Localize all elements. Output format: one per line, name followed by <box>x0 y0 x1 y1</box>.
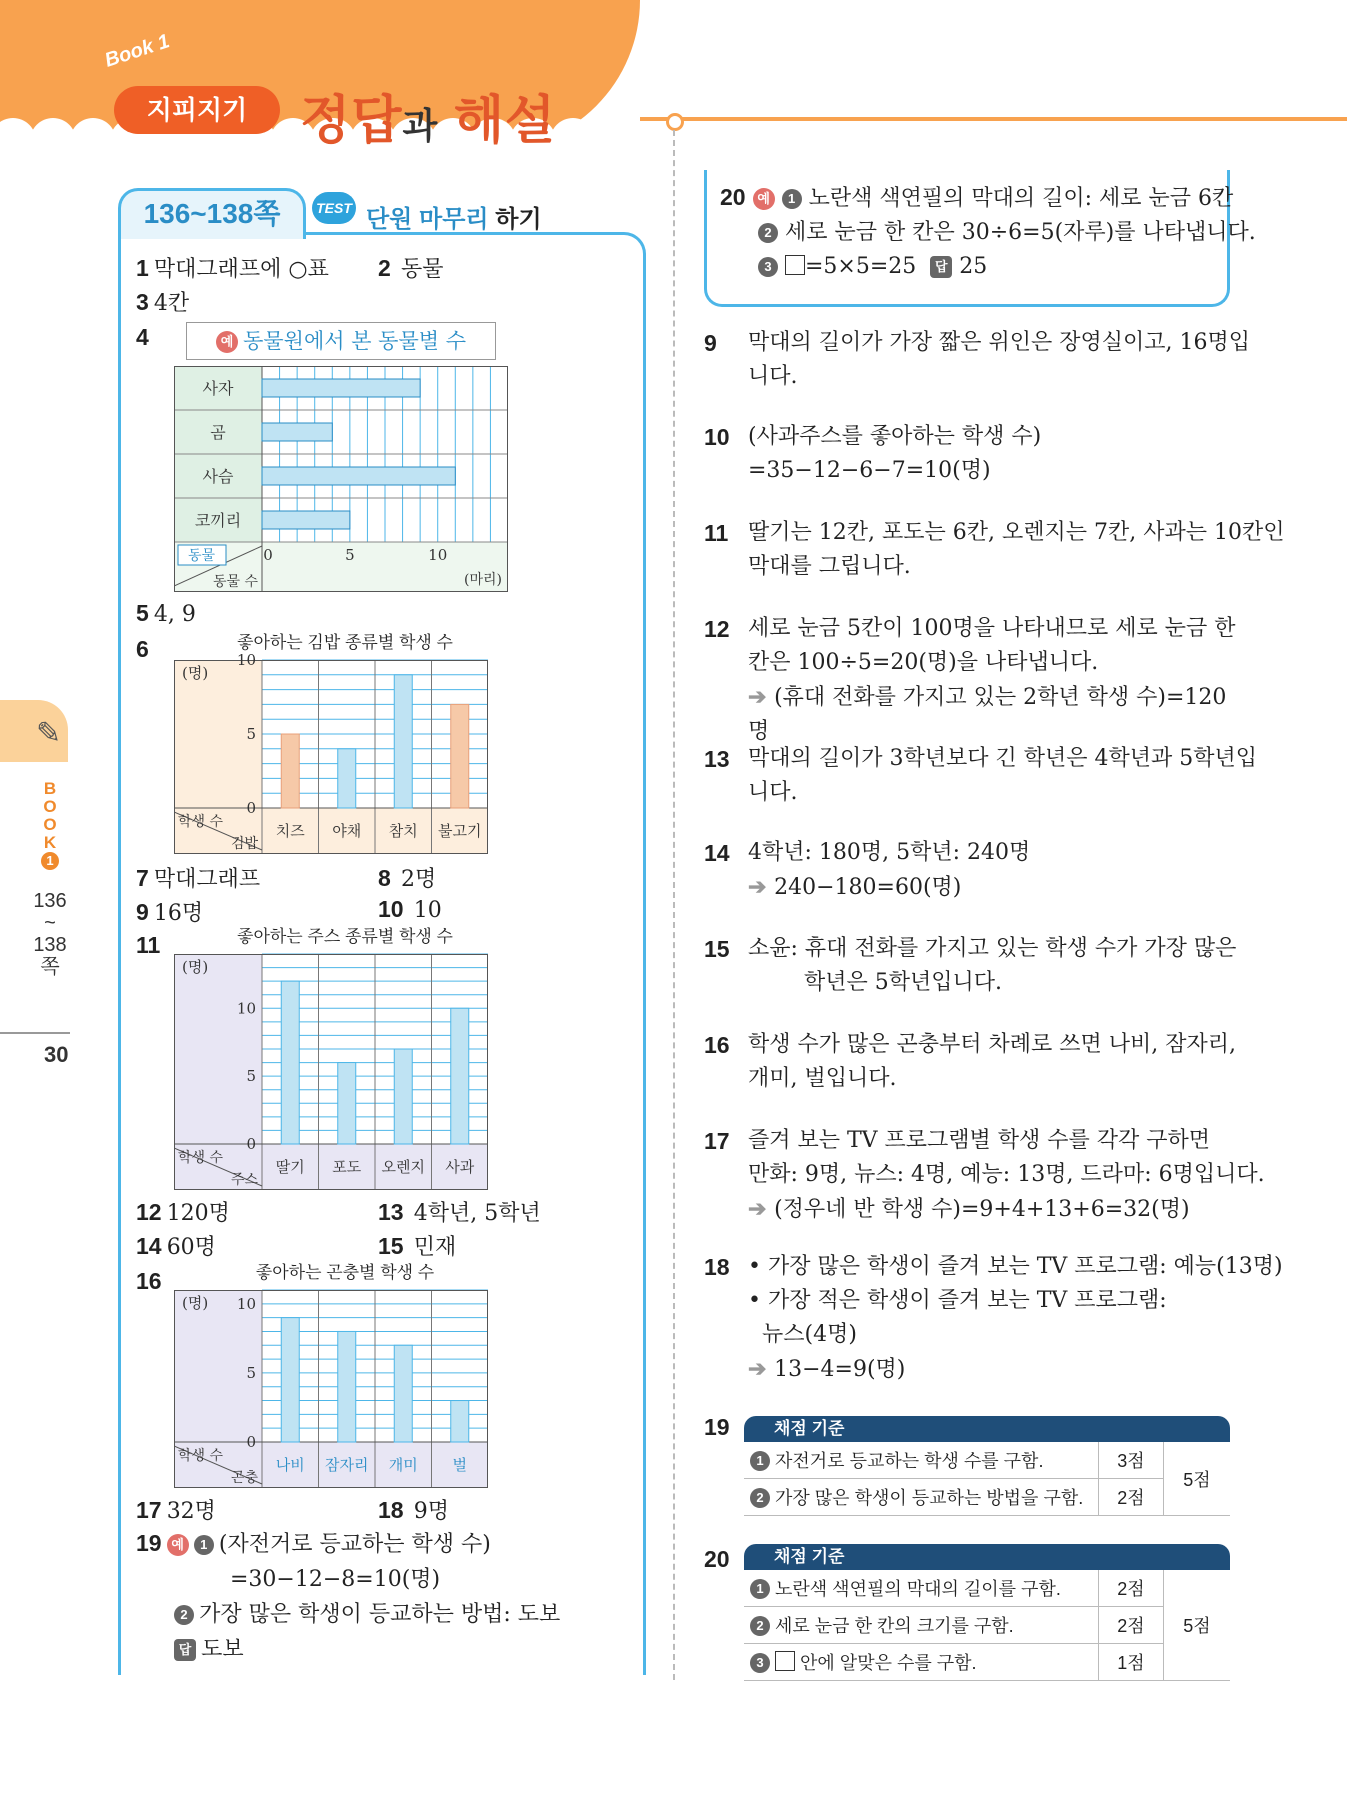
corner-top-label: 학생 수 <box>178 814 224 830</box>
step-badge: 1 <box>782 189 802 209</box>
answer-q13 <box>378 1196 541 1227</box>
explanation-line: 만화: 9명, 뉴스: 4명, 예능: 13명, 드라마: 6명입니다. <box>748 1162 1265 1187</box>
q-number: 3 <box>136 289 149 315</box>
explanation-item <box>704 1124 1265 1227</box>
category-label: 나비 <box>275 1456 305 1474</box>
q20-solution <box>720 182 1256 284</box>
q19-line1: (자전거로 등교하는 학생 수) <box>218 1532 491 1557</box>
q-answer: 동물 <box>400 257 444 282</box>
category-label: 불고기 <box>438 822 482 840</box>
step-badge: 2 <box>758 223 778 243</box>
chart-juice <box>174 926 488 1190</box>
q-answer: 120명 <box>166 1201 230 1226</box>
q-number: 16 <box>136 1268 162 1294</box>
q-number: 13 <box>704 746 730 772</box>
side-letter: B <box>43 779 57 798</box>
explanation-line: 니다. <box>748 780 798 805</box>
explanation-item <box>704 326 1250 394</box>
data-bar <box>281 981 299 1144</box>
answer-q5 <box>136 600 196 627</box>
explanation-line: • 가장 많은 학생이 즐겨 보는 TV 프로그램: 예능(13명) <box>748 1254 1283 1279</box>
q19-line2: =30−12−8=10(명) <box>230 1567 441 1592</box>
unit-title <box>366 199 542 234</box>
page-range: 136~138쪽 <box>143 198 281 229</box>
explanation-item <box>704 932 1237 1000</box>
q-number: 15 <box>378 1233 404 1259</box>
q-number: 14 <box>704 840 730 866</box>
rubric-total: 5점 <box>1164 1442 1231 1516</box>
data-bar <box>451 1401 469 1442</box>
q-number: 2 <box>378 255 391 281</box>
q-number: 8 <box>378 865 391 891</box>
explanation-item <box>704 1250 1283 1387</box>
side-book-label <box>40 780 60 870</box>
step-badge: 3 <box>750 1653 770 1673</box>
q-answer: 4, 9 <box>153 602 196 627</box>
q-answer: 10 <box>413 898 442 923</box>
q-number: 1 <box>136 255 149 281</box>
step-badge: 2 <box>174 1605 194 1625</box>
step-badge: 2 <box>750 1488 770 1508</box>
rubric-table <box>744 1442 1230 1516</box>
explanation-line: 개미, 벌입니다. <box>748 1066 897 1091</box>
answer-q17 <box>136 1494 216 1525</box>
q-number: 9 <box>704 330 717 356</box>
rubric-header <box>744 1544 1230 1570</box>
q20-line3: =5×5=25 <box>805 254 917 279</box>
step-badge: 1 <box>750 1579 770 1599</box>
chart-title: 좋아하는 주스 종류별 학생 수 <box>237 927 453 946</box>
explanation-line: 학생 수가 많은 곤충부터 차례로 쓰면 나비, 잠자리, <box>748 1032 1236 1057</box>
q-number: 11 <box>136 932 161 958</box>
category-label: 딸기 <box>275 1158 305 1176</box>
side-letter: 1 <box>41 852 59 870</box>
q-number: 12 <box>704 616 730 642</box>
rubric-item <box>744 1570 1099 1607</box>
rubric-header <box>744 1416 1230 1442</box>
header-rule <box>640 117 1347 121</box>
answer-q3 <box>136 286 189 317</box>
category-label: 야채 <box>332 822 362 840</box>
answer-q14 <box>136 1230 216 1261</box>
title-part-c: 해설 <box>453 92 557 150</box>
category-label: 사슴 <box>202 467 234 486</box>
q-number: 19 <box>136 1530 162 1556</box>
tick-label: 10 <box>428 546 448 564</box>
explanation-item <box>704 742 1257 810</box>
q-answer: 막대그래프에 ○표 <box>153 257 329 282</box>
q20-answer: 25 <box>959 254 988 279</box>
header-dot <box>666 113 684 131</box>
explanation-line: 칸은 100÷5=20(명)을 나타냅니다. <box>748 650 1099 675</box>
unit-title-main: 단원 마무리 <box>366 206 489 233</box>
rubric-text: 세로 눈금 한 칸의 크기를 구함. <box>775 1616 1014 1636</box>
unit-title-suffix: 하기 <box>495 206 542 233</box>
explanation-item <box>704 1028 1234 1096</box>
q-number: 7 <box>136 865 149 891</box>
explanation-line: • 가장 적은 학생이 즐겨 보는 TV 프로그램: <box>748 1288 1167 1313</box>
explanation-line: 막대의 길이가 3학년보다 긴 학년은 4학년과 5학년입 <box>748 746 1257 771</box>
rubric-text: 자전거로 등교하는 학생 수를 구함. <box>775 1451 1044 1471</box>
explanation-line: (사과주스를 좋아하는 학생 수) <box>748 424 1042 449</box>
rubric-points: 3점 <box>1099 1442 1164 1479</box>
chart-title: 좋아하는 김밥 종류별 학생 수 <box>237 633 453 652</box>
series-pill: 지피지기 <box>114 86 280 134</box>
explanation-result: (정우네 반 학생 수)=9+4+13+6=32(명) <box>774 1197 1190 1222</box>
explanation-line: 뉴스(4명) <box>748 1322 857 1347</box>
data-bar <box>451 1008 469 1144</box>
rubric-points: 2점 <box>1099 1570 1164 1607</box>
step-badge: 3 <box>758 257 778 277</box>
step-badge: 2 <box>750 1616 770 1636</box>
rubric-item <box>744 1479 1099 1516</box>
data-bar <box>281 1318 299 1442</box>
axis-column-bg <box>174 954 262 1144</box>
step-badge: 1 <box>750 1451 770 1471</box>
title-part-a: 정답 <box>300 92 403 150</box>
category-label: 사과 <box>445 1158 475 1176</box>
explanation-line: 4학년: 180명, 5학년: 240명 <box>748 840 1031 865</box>
explanation-item <box>704 420 1234 488</box>
unit-label: (마리) <box>464 572 502 588</box>
data-bar <box>394 675 412 808</box>
data-bar <box>394 1345 412 1442</box>
explanation-result: 13−4=9(명) <box>774 1357 906 1382</box>
explanation-line: 세로 눈금 5칸이 100명을 나타내므로 세로 눈금 한 <box>748 616 1236 641</box>
answer-q19 <box>136 1528 560 1668</box>
q-number: 18 <box>704 1254 730 1280</box>
side-page-text: 쪽 <box>40 956 60 978</box>
corner-top-label: 학생 수 <box>178 1150 224 1166</box>
explanation-line: 즐겨 보는 TV 프로그램별 학생 수를 각각 구하면 <box>748 1128 1211 1153</box>
rubric-item <box>744 1442 1099 1479</box>
rubric-19 <box>744 1416 1230 1516</box>
arrow-icon: ➔ <box>748 1196 775 1222</box>
q-number: 10 <box>378 896 404 922</box>
side-letter: O <box>43 815 57 834</box>
side-page-text: ~ <box>44 912 56 934</box>
tick-label: 5 <box>246 1067 256 1086</box>
explanation-line: 막대의 길이가 가장 짧은 위인은 장영실이고, 16명입 <box>748 330 1250 355</box>
data-bar <box>451 704 469 808</box>
category-label: 벌 <box>452 1456 467 1474</box>
q-answer: 4칸 <box>153 291 190 316</box>
blank-box <box>785 255 805 275</box>
rubric-total: 5점 <box>1164 1570 1231 1681</box>
category-label: 곰 <box>210 423 226 442</box>
unit-label: (명) <box>182 958 209 976</box>
data-bar <box>338 1063 356 1144</box>
category-label: 치즈 <box>275 822 305 840</box>
rubric-points: 2점 <box>1099 1479 1164 1516</box>
category-label: 코끼리 <box>194 511 242 530</box>
notebook-icon: ✎ <box>36 716 62 751</box>
test-badge: TEST <box>312 192 356 224</box>
answer-q8 <box>378 862 436 893</box>
q-number: 15 <box>704 936 730 962</box>
explanation-result: 240−180=60(명) <box>774 875 962 900</box>
explanation-line: =35−12−6−7=10(명) <box>748 458 991 483</box>
explanation-item <box>704 612 1234 749</box>
q-answer: 민재 <box>413 1235 457 1260</box>
step-badge: 1 <box>194 1535 214 1555</box>
tick-label: 10 <box>236 651 256 669</box>
answer-q18 <box>378 1494 449 1525</box>
data-bar <box>262 379 420 397</box>
q-number: 4 <box>136 324 149 350</box>
q-answer: 60명 <box>166 1235 216 1260</box>
q-number: 14 <box>136 1233 162 1259</box>
tick-label: 5 <box>246 725 256 743</box>
corner-bottom-label: 주스 <box>230 1172 258 1188</box>
data-bar <box>262 511 350 529</box>
q-number: 18 <box>378 1497 404 1523</box>
category-label: 오렌지 <box>381 1158 425 1176</box>
title-part-b: 과 <box>402 105 439 146</box>
category-label: 개미 <box>388 1456 418 1474</box>
data-bar <box>338 749 356 808</box>
side-letter: K <box>43 833 57 852</box>
q20-line1: 노란색 색연필의 막대의 길이: 세로 눈금 6칸 <box>808 186 1234 211</box>
category-label: 사자 <box>202 379 234 398</box>
q-number: 17 <box>704 1128 730 1154</box>
answer-q10 <box>378 896 442 923</box>
arrow-icon: ➔ <box>748 874 775 900</box>
q-answer: 2명 <box>400 867 437 892</box>
rubric-item <box>744 1644 1099 1681</box>
rubric-text: 노란색 색연필의 막대의 길이를 구함. <box>775 1579 1061 1599</box>
q-answer: 막대그래프 <box>153 867 261 892</box>
example-badge: 예 <box>167 1534 189 1556</box>
q-answer: 9명 <box>413 1499 450 1524</box>
side-page-text: 138 <box>33 934 67 956</box>
q-number: 16 <box>704 1032 730 1058</box>
arrow-icon: ➔ <box>748 684 775 710</box>
answer-q9 <box>136 896 203 927</box>
rubric-title: 채점 기준 <box>774 1419 845 1438</box>
tick-label: 10 <box>236 999 256 1018</box>
chart4-title: 동물원에서 본 동물별 수 <box>243 329 466 353</box>
rubric-20 <box>744 1544 1230 1681</box>
q-number: 17 <box>136 1497 162 1523</box>
data-bar <box>262 423 332 441</box>
data-bar <box>338 1331 356 1442</box>
chart-kimbap <box>174 632 488 854</box>
rubric-points: 1점 <box>1099 1644 1164 1681</box>
side-pages <box>26 890 74 978</box>
explanation-line: 소윤: 휴대 전화를 가지고 있는 학생 수가 가장 많은 <box>748 936 1237 961</box>
category-label: 포도 <box>332 1158 362 1176</box>
tick-label: 0 <box>246 799 256 817</box>
side-letter: O <box>43 797 57 816</box>
q-number: 6 <box>136 636 149 662</box>
explanation-result: (휴대 전화를 가지고 있는 2학년 학생 수)=120명 <box>748 685 1227 744</box>
answer-q7 <box>136 862 260 893</box>
answer-q15 <box>378 1230 456 1261</box>
tick-label: 0 <box>246 1433 256 1451</box>
explanation-item <box>704 836 1234 905</box>
tick-label: 5 <box>345 546 355 564</box>
example-badge: 예 <box>753 188 775 210</box>
rubric-title: 채점 기준 <box>774 1547 845 1566</box>
tick-label: 0 <box>246 1135 256 1153</box>
rubric-table <box>744 1570 1230 1681</box>
explanation-line: 막대를 그립니다. <box>748 554 911 579</box>
category-label: 잠자리 <box>325 1456 369 1474</box>
rubric-text: 가장 많은 학생이 등교하는 방법을 구함. <box>775 1488 1084 1508</box>
q-number: 9 <box>136 899 149 925</box>
explanation-line: 학년은 5학년입니다. <box>748 970 1002 995</box>
q-answer: 16명 <box>153 901 204 926</box>
book-tag: Book 1 <box>102 30 173 72</box>
chart-title: 좋아하는 곤충별 학생 수 <box>255 1263 435 1282</box>
q-number: 11 <box>704 520 729 546</box>
corner-bottom-label: 곤충 <box>230 1470 258 1486</box>
blank-box <box>775 1651 795 1671</box>
explanation-item <box>704 516 1285 584</box>
q19-line3: 가장 많은 학생이 등교하는 방법: 도보 <box>199 1602 561 1627</box>
chart4-title-box <box>186 322 496 360</box>
explanation-line: 딸기는 12칸, 포도는 6칸, 오렌지는 7칸, 사과는 10칸인 <box>748 520 1285 545</box>
q-answer: 32명 <box>166 1499 216 1524</box>
category-label: 참치 <box>388 822 418 840</box>
answer-q1 <box>136 252 329 283</box>
corner-bottom-label: 김밥 <box>230 836 258 852</box>
unit-label: (명) <box>182 664 209 682</box>
scallop-decor <box>590 118 636 164</box>
data-bar <box>281 734 299 808</box>
q-answer: 4학년, 5학년 <box>413 1201 541 1226</box>
side-page-text: 136 <box>33 890 67 912</box>
q19-line4: 도보 <box>201 1637 244 1662</box>
q-number: 13 <box>378 1199 404 1225</box>
tick-label: 5 <box>246 1363 256 1382</box>
corner-top-label: 동물 <box>188 548 216 564</box>
rubric-item <box>744 1607 1099 1644</box>
corner-bottom-label: 동물 수 <box>212 574 258 590</box>
page-title <box>300 78 556 153</box>
rubric-points: 2점 <box>1099 1607 1164 1644</box>
q-number: 10 <box>704 424 730 450</box>
chart-insects <box>174 1262 488 1488</box>
unit-label: (명) <box>182 1294 209 1312</box>
chart-animals <box>174 366 508 592</box>
answer-badge: 답 <box>174 1639 196 1661</box>
tick-label: 10 <box>236 1294 256 1313</box>
page-number: 30 <box>44 1042 69 1067</box>
answer-q12 <box>136 1196 230 1227</box>
answer-badge: 답 <box>930 256 952 278</box>
q-number: 20 <box>720 184 746 210</box>
q-number: 19 <box>704 1414 730 1440</box>
data-bar <box>394 1049 412 1144</box>
rubric-text: 안에 알맞은 수를 구함. <box>800 1653 977 1673</box>
example-badge: 예 <box>216 331 238 353</box>
tick-label: 0 <box>263 546 273 564</box>
q20-line2: 세로 눈금 한 칸은 30÷6=5(자루)를 나타냅니다. <box>785 220 1256 245</box>
data-bar <box>262 467 455 485</box>
q-number: 12 <box>136 1199 162 1225</box>
column-divider <box>673 130 675 1680</box>
answer-q2 <box>378 252 443 283</box>
q-number: 20 <box>704 1546 730 1572</box>
arrow-icon: ➔ <box>748 1356 775 1382</box>
q-number: 5 <box>136 600 149 626</box>
explanation-line: 니다. <box>748 364 798 389</box>
side-rule <box>0 1032 70 1034</box>
corner-top-label: 학생 수 <box>178 1448 224 1464</box>
